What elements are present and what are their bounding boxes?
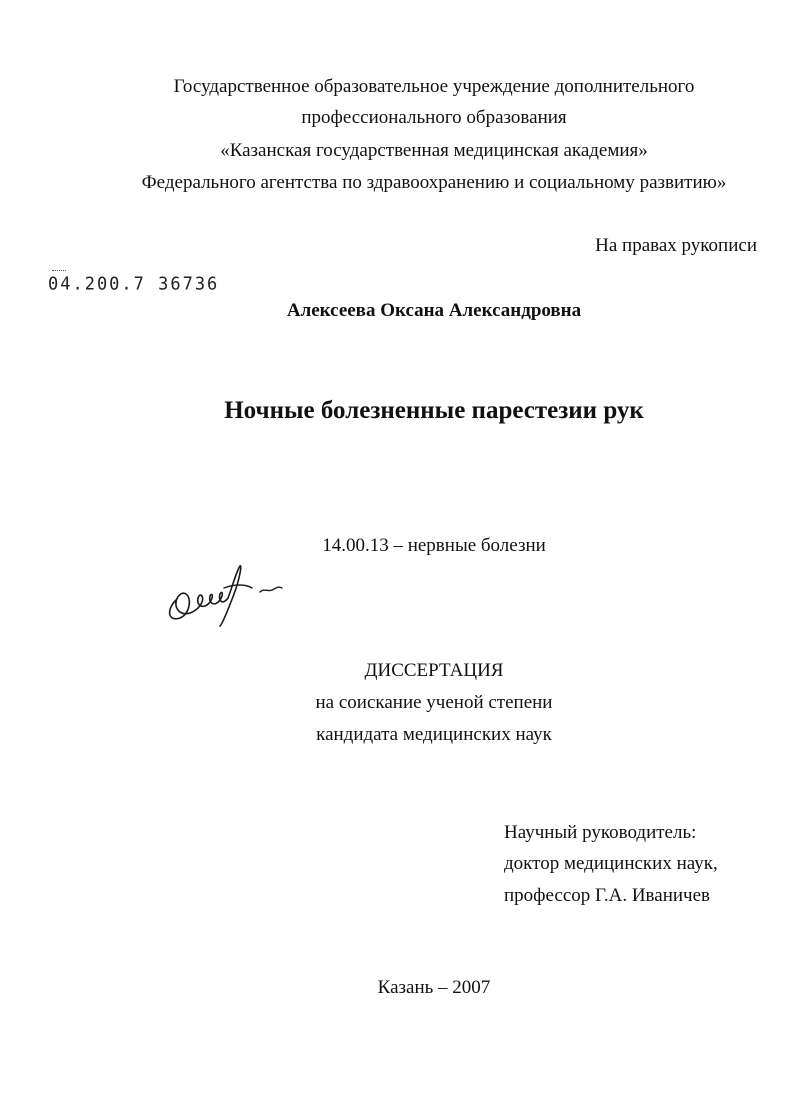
institution-line-3: «Казанская государственная медицинская академия» [220, 140, 648, 161]
institution-line-4: Федерального агентства по здравоохранению и социальному развитию» [141, 172, 727, 193]
catalog-number: 04.200.7 36736 [48, 273, 220, 295]
institution-line-2: профессионального образования [301, 107, 567, 128]
specialty-code: 14.00.13 – нервные болезни [322, 535, 546, 556]
place-and-year: Казань – 2007 [377, 977, 491, 998]
handwritten-signature-icon [162, 558, 286, 628]
supervisor-label: Научный руководитель: [504, 822, 697, 843]
supervisor-name: профессор Г.А. Иваничев [504, 885, 710, 906]
dissertation-field-line: кандидата медицинских наук [316, 724, 552, 745]
rights-note: На правах рукописи [595, 235, 757, 256]
author-name: Алексеева Оксана Александровна [286, 300, 582, 321]
dissertation-title: Ночные болезненные парестезии рук [224, 397, 644, 424]
institution-line-1: Государственное образовательное учреждение дополнительного [173, 76, 695, 97]
dissertation-heading: ДИССЕРТАЦИЯ [364, 660, 504, 681]
dissertation-degree-line: на соискание ученой степени [315, 692, 553, 713]
supervisor-degree: доктор медицинских наук, [504, 853, 718, 874]
